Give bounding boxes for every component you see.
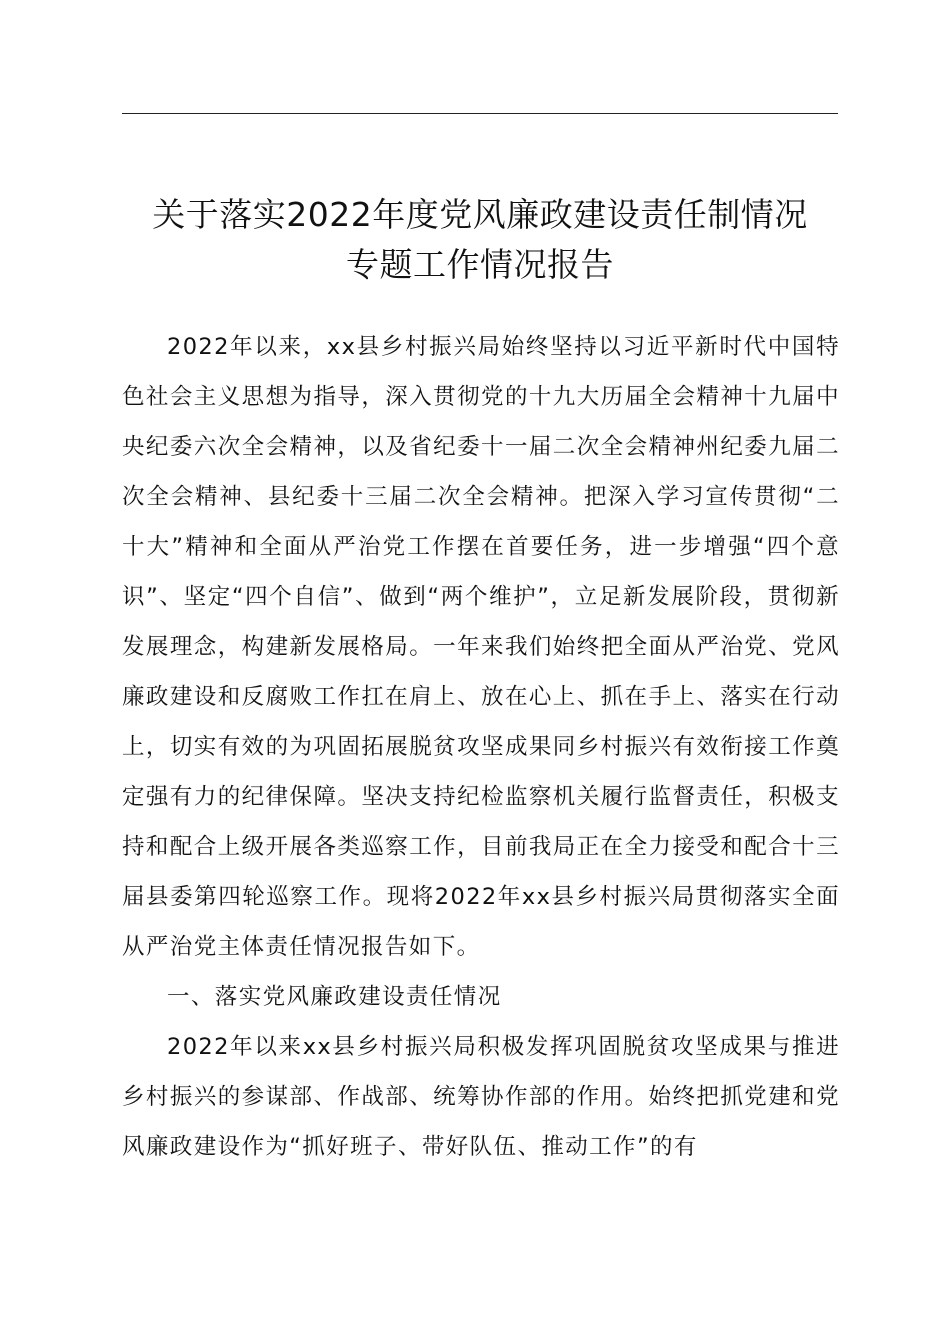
paragraph-section-1: 2022年以来xx县乡村振兴局积极发挥巩固脱贫攻坚成果与推进乡村振兴的参谋部、作战部、统筹协作部的作用。始终把抓党建和党风廉政建设作为“抓好班子、带好队伍、推动工作”的有 — [122, 1034, 840, 1160]
title-line-2: 专题工作情况报告 — [346, 245, 614, 285]
paragraph-intro: 2022年以来，xx县乡村振兴局始终坚持以习近平新时代中国特色社会主义思想为指导，深入贯彻党的十九大历届全会精神十九届中央纪委六次全会精神，以及省纪委十一届二次全会精神州纪委九届二次全会精神、县纪委十三届二次全会精神。把深入学习宣传贯彻“二十大”精神和全面从严治党工作摆在首要任务，进一步增强“四个意识”、坚定“四个自信”、做到“两个维护”，立足新发展阶段，贯彻新发展理念，构建新发展格局。一年来我们始终把全面从严治党、党风廉政建设和反腐败工作扛在肩上、放在心上、抓在手上、落实在行动上，切实有效的为巩固拓展脱贫攻坚成果同乡村振兴有效衔接工作奠定强有力的纪律保障。坚决支持纪检监察机关履行监督责任，积极支持和配合上级开展各类巡察工作，目前我局正在全力接受和配合十三届县委第四轮巡察工作。现将2022年xx县乡村振兴局贯彻落实全面从严治党主体责任情况报告如下。 — [122, 334, 840, 960]
document-title — [122, 190, 838, 290]
section-heading-1: 一、落实党风廉政建设责任情况 — [167, 984, 502, 1010]
header-rule — [122, 113, 838, 114]
document-body — [122, 322, 840, 1172]
title-line-1: 关于落实2022年度党风廉政建设责任制情况 — [152, 195, 808, 235]
